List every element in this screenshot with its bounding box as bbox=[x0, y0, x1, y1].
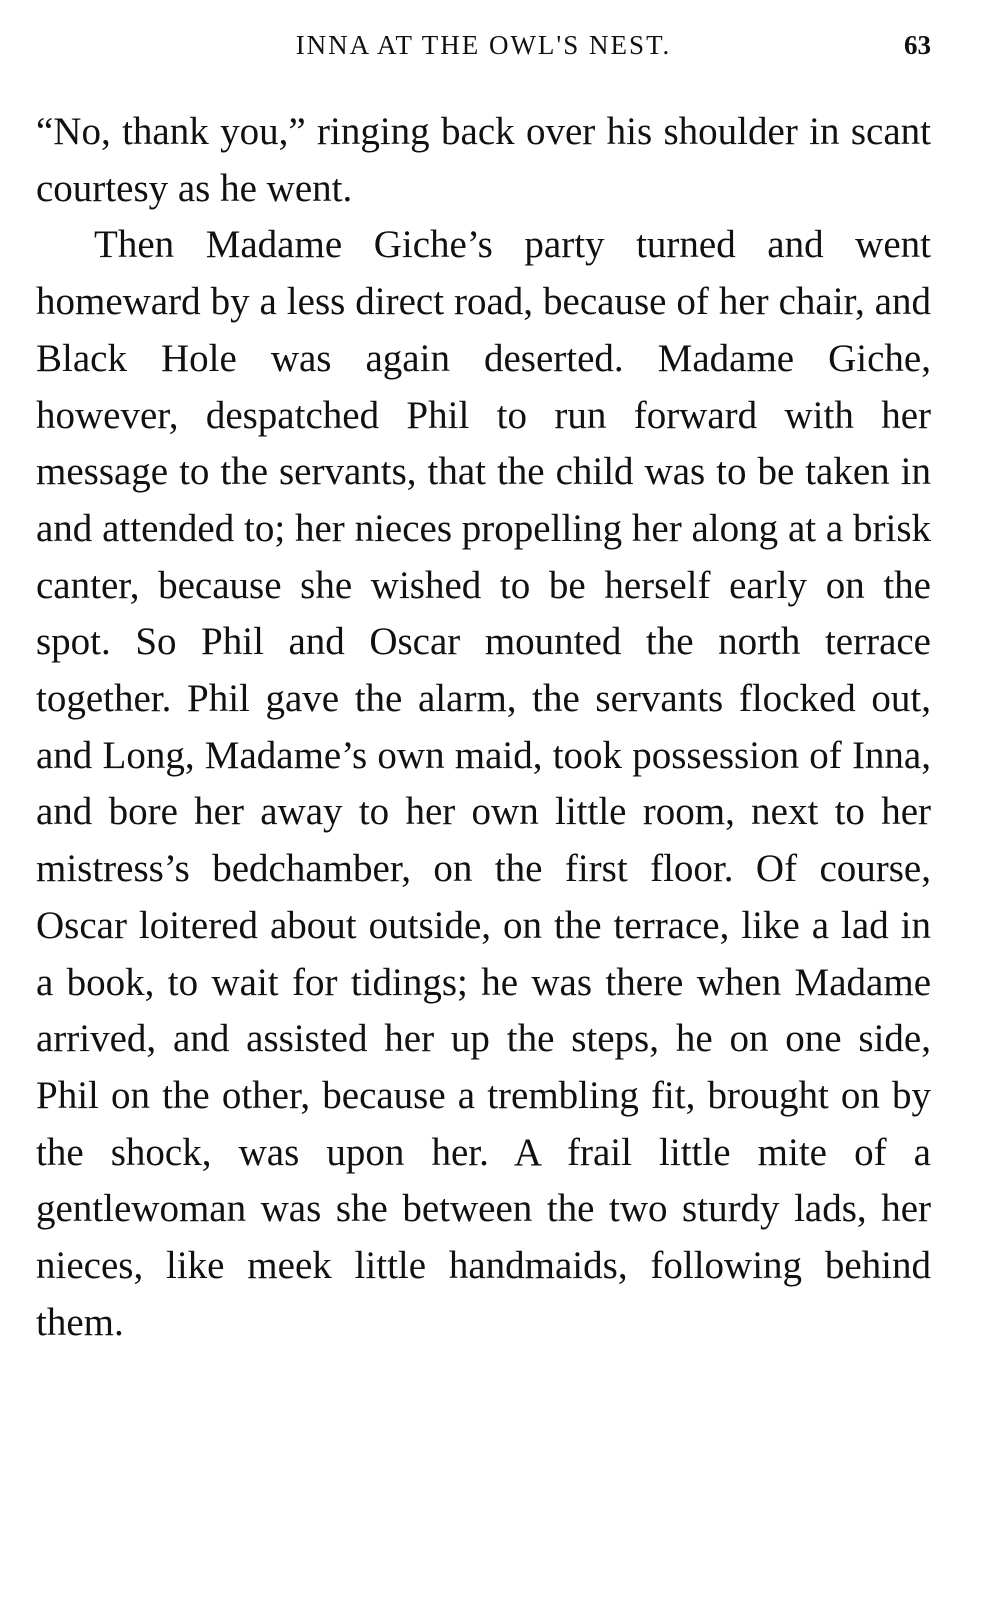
running-title: INNA AT THE OWL'S NEST. bbox=[295, 30, 672, 60]
body-text bbox=[36, 104, 931, 1351]
running-head bbox=[36, 28, 931, 68]
paragraph-2: Then Madame Giche’s party turned and went homeward by a less direct road, because of her chair, and Black Hole was again deserted. Madame Giche, however, despatched Phil to run forward with her message to the servants, that the child was to be taken in and attended to; her nieces propelling her along at a brisk canter, because she wished to be herself early on the spot. So Phil and Oscar mounted the north terrace together. Phil gave the alarm, the servants flocked out, and Long, Madame’s own maid, took possession of Inna, and bore her away to her own little room, next to her mistress’s bedchamber, on the first floor. Of course, Oscar loitered about outside, on the terrace, like a lad in a book, to wait for tidings; he was there when Madame arrived, and assisted her up the steps, he on one side, Phil on the other, because a trembling fit, brought on by the shock, was upon her. A frail little mite of a gentlewoman was she between the two sturdy lads, her nieces, like meek little handmaids, following behind them. bbox=[36, 223, 931, 1344]
page-number: 63 bbox=[904, 30, 931, 60]
paragraph-1: “No, thank you,” ringing back over his shoulder in scant courtesy as he went. bbox=[36, 110, 931, 210]
